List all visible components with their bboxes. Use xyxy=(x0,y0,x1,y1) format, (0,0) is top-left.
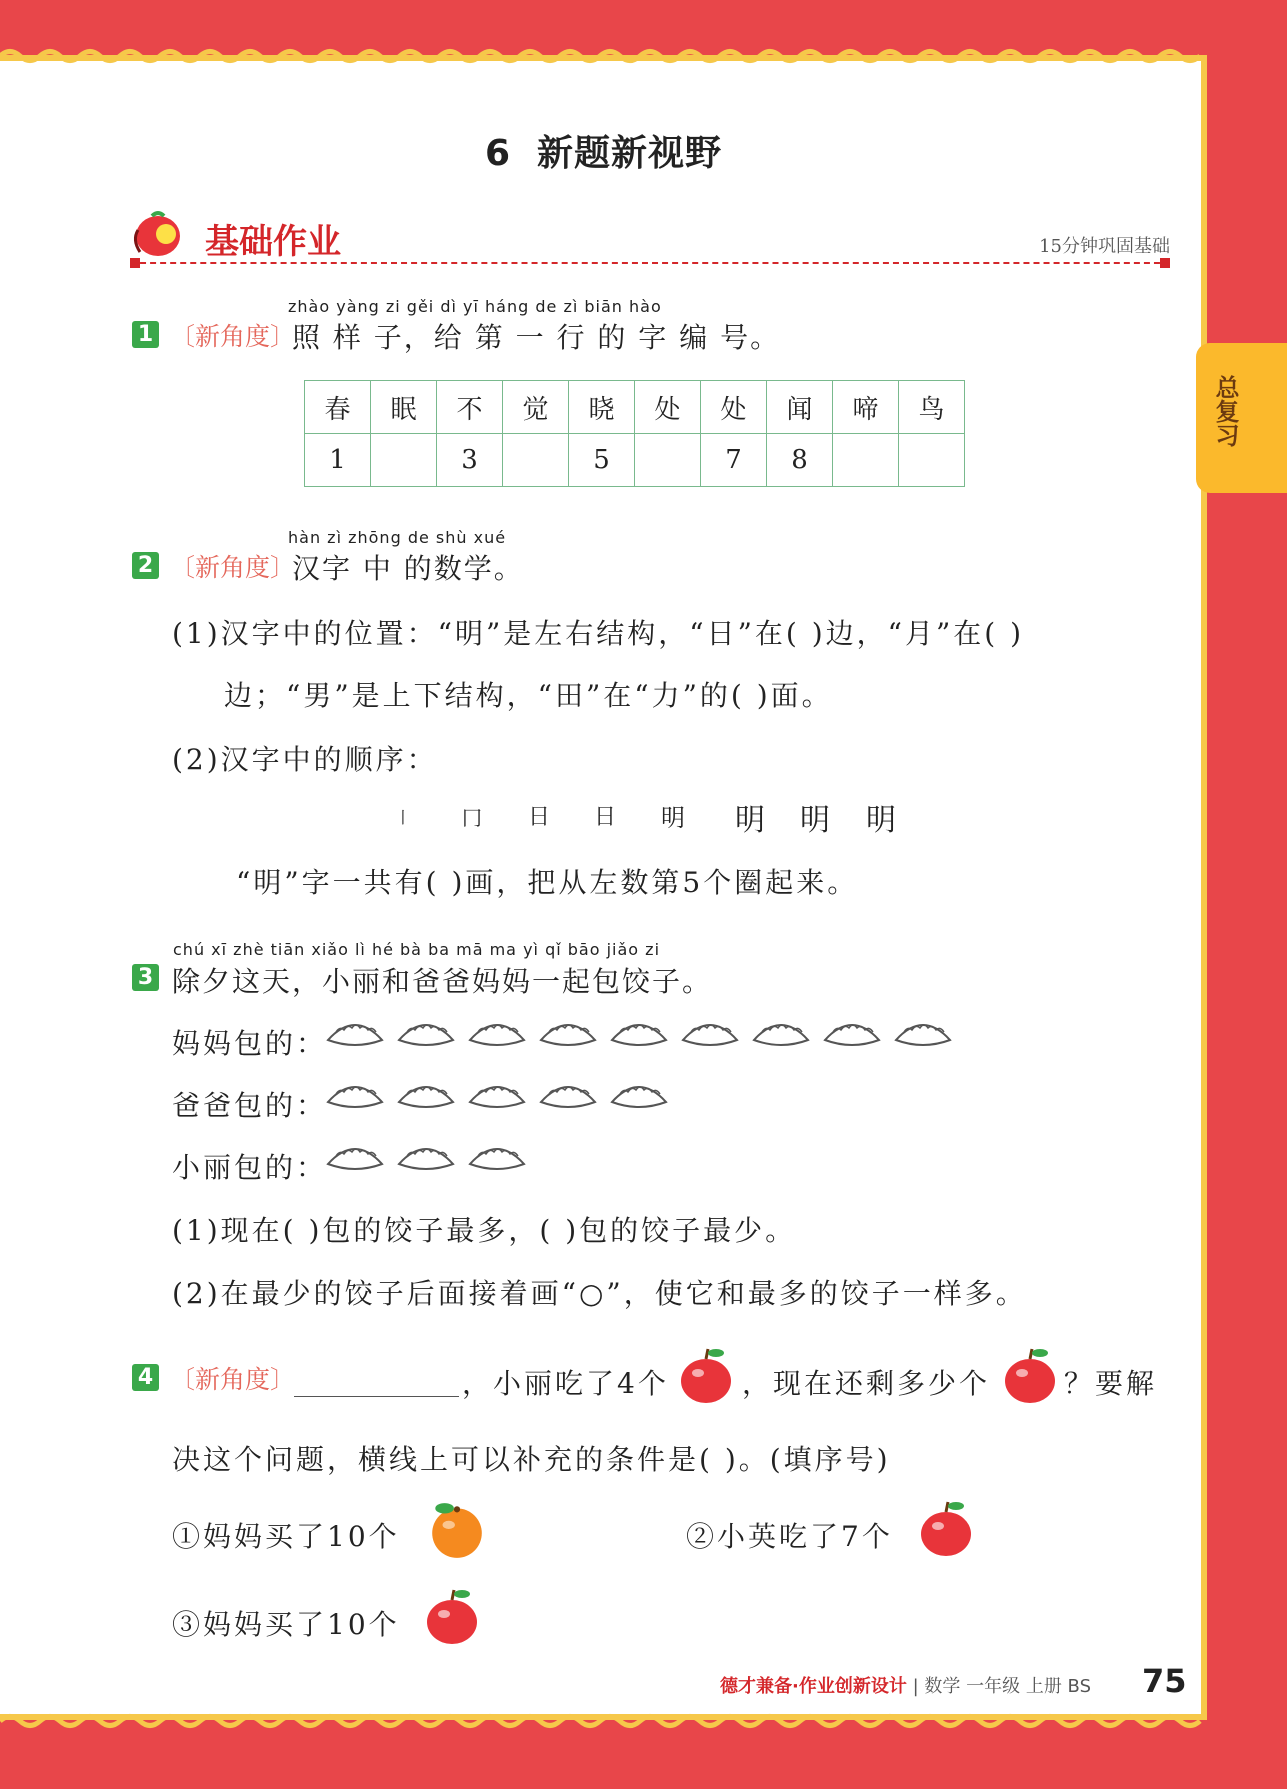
char-cell: 处 xyxy=(635,381,701,434)
section-header xyxy=(130,210,1170,270)
lesson-title xyxy=(0,125,1207,176)
footer-brand: 德才兼备·作业创新设计 xyxy=(720,1676,907,1697)
stroke-step-6: 明 xyxy=(735,803,765,838)
char-cell: 不 xyxy=(437,381,503,434)
q4-line1-b: ，现在还剩多少个 xyxy=(742,1367,991,1400)
stroke-step-4: 日 xyxy=(594,805,617,830)
stroke-step-5[interactable]: 明 xyxy=(661,804,685,832)
q2-part1-line2: 边；“男”是上下结构，“田”在“力”的( )面。 xyxy=(224,679,833,712)
q3-row-mom-label: 妈妈包的： xyxy=(172,1027,328,1060)
q3-part2: (2)在最少的饺子后面接着画“○”，使它和最多的饺子一样多。 xyxy=(172,1277,1027,1310)
dumpling-icon xyxy=(395,1016,457,1050)
q4-option-3[interactable]: ③妈妈买了10个 xyxy=(172,1608,400,1641)
q4-tag: 〔新角度〕 xyxy=(170,1365,296,1394)
q2-tag: 〔新角度〕 xyxy=(170,553,296,582)
dumpling-icon xyxy=(466,1078,528,1112)
tomato-mascot-icon xyxy=(130,210,188,262)
q3-row-dad-label: 爸爸包的： xyxy=(172,1089,328,1122)
apple-icon xyxy=(676,1345,736,1405)
apple-icon xyxy=(422,1586,482,1646)
q1-number-row xyxy=(305,434,965,487)
number-cell: 5 xyxy=(569,434,635,487)
page-number: 75 xyxy=(1142,1662,1187,1700)
section-divider xyxy=(130,262,1170,264)
q3-row-xiaoli-label: 小丽包的： xyxy=(172,1151,328,1184)
q1-char-table xyxy=(304,380,965,487)
q1-pinyin: zhào yàng zi gěi dì yī háng de zì biān hào xyxy=(288,297,662,316)
dumpling-icon xyxy=(537,1078,599,1112)
number-cell-blank[interactable] xyxy=(635,434,701,487)
dumpling-icon xyxy=(679,1016,741,1050)
q3-part1: (1)现在( )包的饺子最多，( )包的饺子最少。 xyxy=(172,1214,797,1247)
dumpling-icon xyxy=(608,1016,670,1050)
q3-row-xiaoli-dumplings[interactable] xyxy=(324,1140,537,1184)
bottom-wave-border xyxy=(0,1712,1210,1730)
q4-line1-a: ，小丽吃了4个 xyxy=(462,1367,669,1400)
apple-icon xyxy=(916,1498,976,1558)
number-cell-blank[interactable] xyxy=(371,434,437,487)
number-cell: 7 xyxy=(701,434,767,487)
q4-line1-c: ？要解 xyxy=(1064,1367,1158,1400)
q4-number: 4 xyxy=(132,1364,159,1391)
dumpling-icon xyxy=(892,1016,954,1050)
q2-text: 汉字 中 的数学。 xyxy=(292,552,524,585)
q2-part2-label: (2)汉字中的顺序： xyxy=(172,743,438,776)
number-cell: 3 xyxy=(437,434,503,487)
char-cell: 春 xyxy=(305,381,371,434)
dumpling-icon xyxy=(324,1016,386,1050)
stroke-step-3: 日 xyxy=(528,805,551,830)
q1-text: 照 样 子，给 第 一 行 的 字 编 号。 xyxy=(292,321,781,354)
dumpling-icon xyxy=(324,1078,386,1112)
char-cell: 处 xyxy=(701,381,767,434)
orange-icon xyxy=(426,1498,488,1560)
q1-char-row xyxy=(305,381,965,434)
dumpling-icon xyxy=(750,1016,812,1050)
stroke-step-7: 明 xyxy=(800,803,830,838)
q2-number: 2 xyxy=(132,552,159,579)
dumpling-icon xyxy=(537,1016,599,1050)
footer xyxy=(720,1672,1091,1698)
number-cell-blank[interactable] xyxy=(833,434,899,487)
q4-line2: 决这个问题，横线上可以补充的条件是( )。(填序号) xyxy=(172,1443,891,1476)
char-cell: 闻 xyxy=(767,381,833,434)
lesson-title-text: 新题新视野 xyxy=(537,133,723,174)
apple-icon xyxy=(1000,1345,1060,1405)
footer-info: 数学 一年级 上册 BS xyxy=(924,1676,1091,1697)
q3-row-mom-dumplings xyxy=(324,1016,963,1060)
q3-text: 除夕这天，小丽和爸爸妈妈一起包饺子。 xyxy=(172,965,713,998)
char-cell: 眠 xyxy=(371,381,437,434)
q4-blank-line[interactable] xyxy=(294,1396,459,1397)
dumpling-icon xyxy=(466,1140,528,1174)
number-cell-blank[interactable] xyxy=(899,434,965,487)
char-cell: 鸟 xyxy=(899,381,965,434)
number-cell-blank[interactable] xyxy=(503,434,569,487)
char-cell: 啼 xyxy=(833,381,899,434)
number-cell: 8 xyxy=(767,434,833,487)
side-tab-label: 总复习 xyxy=(1211,375,1239,447)
q2-part2-question: “明”字一共有( )画，把从左数第5个圈起来。 xyxy=(236,866,859,899)
dumpling-icon xyxy=(608,1078,670,1112)
q4-option-1[interactable]: ①妈妈买了10个 xyxy=(172,1520,400,1553)
top-wave-border xyxy=(0,47,1210,65)
stroke-step-2: 冂 xyxy=(462,806,482,830)
dumpling-icon xyxy=(395,1078,457,1112)
char-cell: 晓 xyxy=(569,381,635,434)
lesson-number: 6 xyxy=(484,133,512,174)
section-title: 基础作业 xyxy=(205,222,341,262)
q1-number: 1 xyxy=(132,321,159,348)
char-cell: 觉 xyxy=(503,381,569,434)
dumpling-icon xyxy=(821,1016,883,1050)
dumpling-icon xyxy=(466,1016,528,1050)
dumpling-icon xyxy=(395,1140,457,1174)
q3-pinyin: chú xī zhè tiān xiǎo lì hé bà ba mā ma yì qǐ bāo jiǎo zi xyxy=(173,940,661,959)
q3-number: 3 xyxy=(132,964,159,991)
number-cell: 1 xyxy=(305,434,371,487)
stroke-step-8: 明 xyxy=(866,803,896,838)
footer-divider: | xyxy=(912,1676,925,1697)
q3-row-dad-dumplings xyxy=(324,1078,679,1122)
q2-pinyin: hàn zì zhōng de shù xué xyxy=(288,528,507,547)
stroke-step-1: 丨 xyxy=(395,808,412,827)
q4-option-2[interactable]: ②小英吃了7个 xyxy=(686,1520,893,1553)
q1-tag: 〔新角度〕 xyxy=(170,322,296,351)
q2-part1-line1: (1)汉字中的位置：“明”是左右结构，“日”在( )边，“月”在( ) xyxy=(172,617,1025,650)
section-subtitle: 15分钟巩固基础 xyxy=(1039,236,1170,257)
dumpling-icon xyxy=(324,1140,386,1174)
